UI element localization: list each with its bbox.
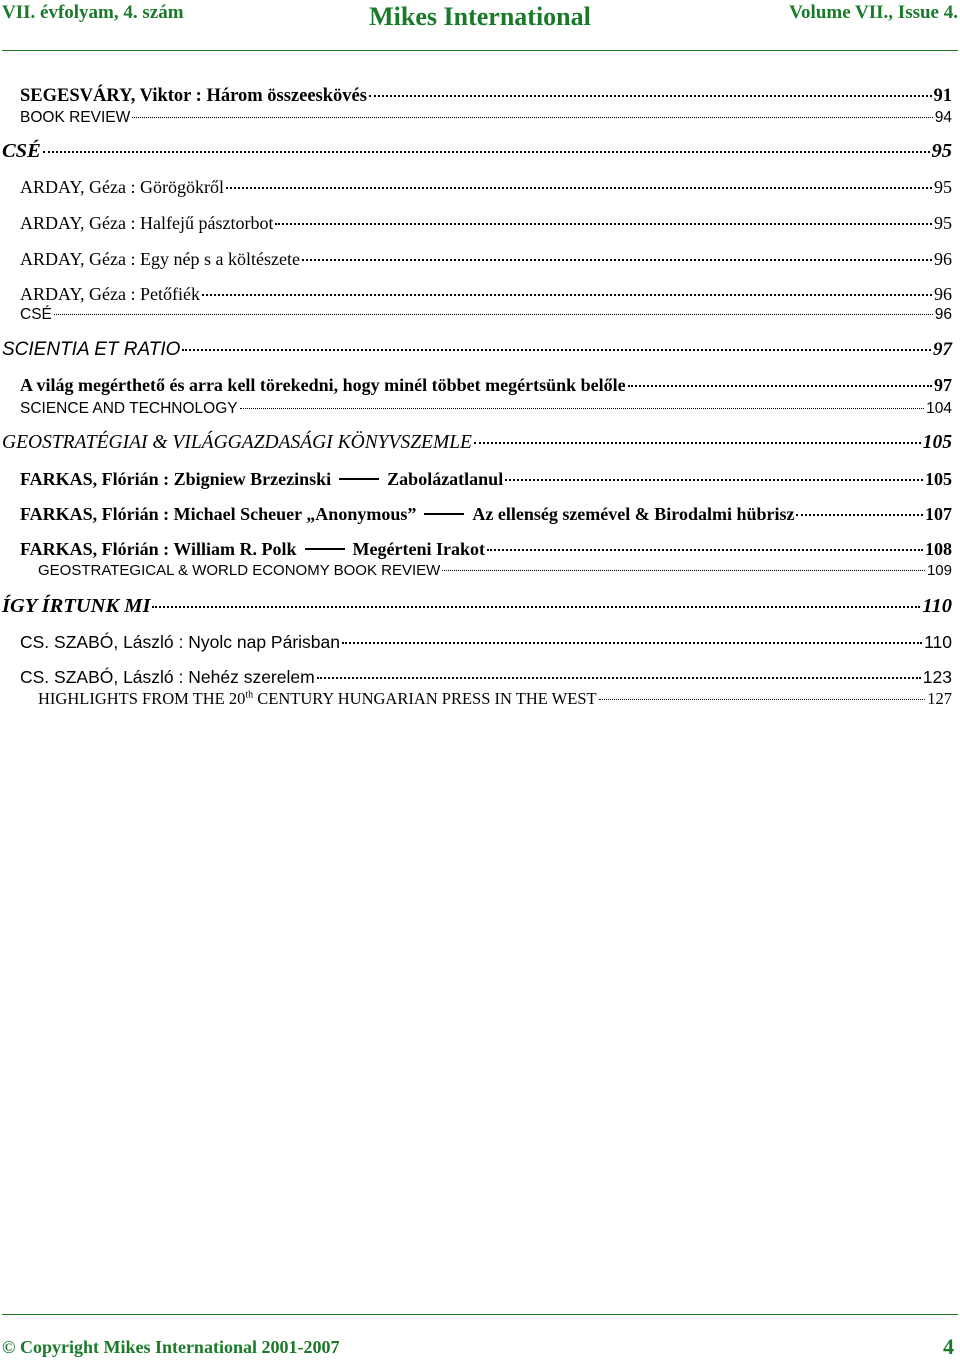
- toc-page: 96: [934, 249, 952, 269]
- toc-entry[interactable]: [20, 504, 952, 525]
- toc-entry[interactable]: [20, 400, 952, 418]
- copyright-notice: © Copyright Mikes International 2001-2007: [2, 1337, 340, 1357]
- em-dash: [339, 478, 379, 480]
- toc-leader: [505, 479, 923, 481]
- toc-entry[interactable]: [20, 86, 952, 107]
- toc-entry-title: ARDAY, Géza : Görögökről: [20, 177, 224, 197]
- toc-entry-title: FARKAS, Flórián : Michael Scheuer „Anonymous” Az ellenség szemével & Birodalmi hübrisz: [20, 504, 795, 524]
- toc-entry-title: SCIENCE AND TECHNOLOGY: [20, 400, 238, 417]
- toc-page: 95: [931, 140, 952, 162]
- toc-entry-title: CS. SZABÓ, László : Nehéz szerelem: [20, 667, 315, 687]
- toc-entry[interactable]: [20, 249, 952, 270]
- footer-rule: [2, 1314, 958, 1315]
- toc-entry-title: CSÉ: [2, 140, 41, 162]
- toc-entry[interactable]: [38, 562, 952, 579]
- em-dash: [305, 548, 345, 550]
- toc-entry-title: GEOSTRATEGICAL & WORLD ECONOMY BOOK REVIEW: [38, 562, 441, 579]
- toc-page: 105: [922, 432, 952, 453]
- toc-leader: [442, 570, 925, 571]
- toc-leader: [132, 117, 933, 118]
- toc-entry-title: CSÉ: [20, 306, 52, 323]
- toc-entry-title: A világ megérthető és arra kell törekedni, hogy minél többet megértsünk belőle: [20, 375, 626, 395]
- toc-page: 110: [924, 632, 952, 652]
- page-header: [0, 0, 960, 40]
- toc-page: 91: [933, 86, 952, 106]
- toc-page: 94: [934, 109, 952, 126]
- toc-leader: [54, 314, 933, 315]
- toc-page: 108: [925, 539, 952, 559]
- toc-page: 127: [927, 689, 952, 708]
- toc-leader: [487, 549, 923, 551]
- toc-entry[interactable]: [20, 469, 952, 490]
- header-rule: [2, 50, 958, 51]
- toc-page: 107: [925, 504, 952, 524]
- toc-entry-title: CS. SZABÓ, László : Nyolc nap Párisban: [20, 632, 340, 652]
- toc-leader: [599, 699, 926, 700]
- toc-leader: [317, 677, 921, 679]
- toc-entry[interactable]: [2, 140, 952, 163]
- toc-entry-title: GEOSTRATÉGIAI & VILÁGGAZDASÁGI KÖNYVSZEMLE: [2, 432, 472, 453]
- toc-page: 97: [933, 339, 952, 360]
- page-number: 4: [943, 1334, 954, 1359]
- issue-label-en: Volume VII., Issue 4.: [789, 2, 958, 23]
- toc-entry-title: SEGESVÁRY, Viktor : Három összeeskövés: [20, 86, 367, 106]
- em-dash: [424, 513, 464, 515]
- toc-leader: [226, 187, 932, 189]
- toc-leader: [43, 151, 930, 153]
- toc-entry[interactable]: [20, 632, 952, 653]
- toc-entry-title: FARKAS, Flórián : William R. Polk Megérteni Irakot: [20, 539, 485, 559]
- toc-entry[interactable]: [38, 689, 952, 709]
- toc-leader: [240, 408, 925, 409]
- toc-leader: [796, 514, 923, 516]
- toc-entry-title: ARDAY, Géza : Halfejű pásztorbot: [20, 213, 274, 233]
- toc-entry-title: ÍGY ÍRTUNK MI: [2, 595, 151, 617]
- toc-entry[interactable]: [20, 213, 952, 234]
- toc-page: 105: [925, 469, 952, 489]
- toc-entry[interactable]: [2, 432, 952, 454]
- toc-leader: [628, 385, 932, 387]
- toc-leader: [182, 349, 931, 351]
- issue-label-hu: VII. évfolyam, 4. szám: [2, 2, 184, 23]
- toc-page: 110: [922, 595, 952, 617]
- toc-entry[interactable]: [20, 284, 952, 305]
- toc-page: 95: [934, 177, 952, 197]
- toc-leader: [275, 223, 932, 225]
- toc-page: 96: [934, 284, 952, 304]
- toc-entry-title: HIGHLIGHTS FROM THE 20th CENTURY HUNGARIAN PRESS IN THE WEST: [38, 689, 597, 708]
- toc-leader: [302, 259, 932, 261]
- toc-page: 123: [922, 667, 952, 687]
- toc-entry[interactable]: [2, 339, 952, 361]
- toc-page: 104: [926, 400, 952, 417]
- journal-title: Mikes International: [369, 2, 591, 31]
- toc-entry-title: ARDAY, Géza : Egy nép s a költészete: [20, 249, 300, 269]
- toc-leader: [342, 642, 922, 644]
- toc-leader: [202, 294, 932, 296]
- toc-entry[interactable]: [2, 595, 952, 618]
- toc-page: 96: [934, 306, 952, 323]
- toc-page: 95: [934, 213, 952, 233]
- toc-entry-title: SCIENTIA ET RATIO: [2, 339, 181, 360]
- toc-entry[interactable]: [20, 177, 952, 198]
- toc-page: 109: [926, 562, 952, 579]
- toc-leader: [474, 442, 921, 444]
- toc-leader: [369, 95, 932, 97]
- toc-entry-title: ARDAY, Géza : Petőfiék: [20, 284, 200, 304]
- toc-entry[interactable]: [20, 667, 952, 688]
- toc-entry-title: FARKAS, Flórián : Zbigniew Brzezinski Zabolázatlanul: [20, 469, 504, 489]
- toc-page: 97: [934, 375, 952, 395]
- toc-entry[interactable]: [20, 109, 952, 127]
- toc-entry[interactable]: [20, 375, 952, 396]
- toc-entry[interactable]: [20, 306, 952, 324]
- toc-entry-title: BOOK REVIEW: [20, 109, 131, 126]
- toc-entry[interactable]: [20, 539, 952, 560]
- toc-leader: [152, 606, 920, 608]
